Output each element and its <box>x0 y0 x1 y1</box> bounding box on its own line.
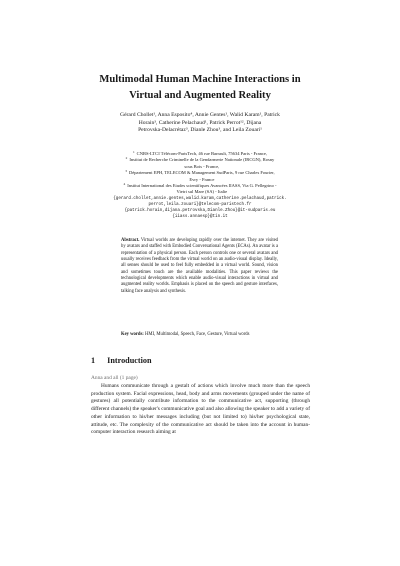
email-line: {patrick.horain,dijana.petrovska,Dianle.Zhou}@it-sudparis.eu <box>124 209 276 214</box>
affiliation-item <box>106 183 294 196</box>
affiliation-marker: 4 <box>123 182 126 187</box>
title-line: Multimodal Human Machine Interactions in <box>99 74 301 85</box>
keywords <box>121 332 279 338</box>
email-line: perrot,leila.zouari}@telecom-paristech.fr <box>148 203 252 208</box>
email-line: {iiass.annaesp}@tin.it <box>172 215 228 220</box>
section-number: 1 <box>91 356 96 365</box>
affiliation-line: Vietri sul Mare (SA) - Italie <box>176 189 228 195</box>
abstract-text: Virtual worlds are developing rapidly over the internet. They are visited by avatars and staffed with Embodied Conversational Agents (ECAs). An avatar is a representation of a physical person. Each person controls one or several avatars and usually receives feedback from the virtual world on an audio-visual display. Ideally, all senses should be used to feel fully embedded in a virtual world. Sound, vision and sometimes touch are the available modalities. This paper reviews the technological developments which enable audio-visual interactions in virtual and augmented reality worlds. Emphasis is placed on the speech and gesture interfaces, talking face analysis and synthesis. <box>121 238 278 294</box>
abstract <box>121 238 278 295</box>
section-title: Introduction <box>107 356 152 365</box>
affiliation-address <box>129 170 275 183</box>
affiliation-address <box>127 183 276 196</box>
author-line: Petrovska-Delacrétaz³, Dianle Zhou³, and Leila Zouari¹ <box>138 127 262 134</box>
affiliation-line: Evry - France <box>189 176 215 182</box>
author-line: Gérard Chollet¹, Anna Esposito⁴, Annie Gentes¹, Walid Karam¹, Patrick <box>120 112 280 118</box>
affiliation-item <box>106 170 294 183</box>
affiliation-line: CNRS-LTCI Télécom-ParisTech, 46 rue Barrault, 75634 Paris - France, <box>136 151 268 156</box>
affiliation-line: sous Bois - France, <box>184 163 220 169</box>
affiliation-address <box>129 157 274 170</box>
body-paragraph: Humans communicate through a gestalt of actions which involve much more than the speech production system. Facial expressions, head, body and arms movements (grouped under the name of gestures) all potentially contribute information to the communicative act, supporting (through different channels) the speaker's communicative goal and also allowing the speaker to add a variety of other information to his/her messages including (but not limited to) his/her psychological state, attitude, etc. The complexity of the communicative act should be taken into the account in human-computer interaction research aiming at <box>91 383 310 436</box>
affiliation-line: Institut International des Etudes scientifiques Avancées IIASS, Via G. Pellegrino - <box>127 183 277 189</box>
paper-title <box>70 72 330 104</box>
contribution-note: Anna and all (1 page) <box>91 375 138 381</box>
email-line: {gerard.chollet,annie.gentes,walid.karam,catherine.pelachaud,patrick. <box>113 196 287 201</box>
keywords-text: HMI, Multimodal, Speech, Face, Gesture, Virtual words <box>145 332 250 337</box>
author-list <box>94 112 306 135</box>
affiliation-marker: 1 <box>132 150 135 154</box>
affiliation-marker: 2 <box>125 156 128 161</box>
abstract-label: Abstract. <box>121 238 140 243</box>
affiliation-marker: 3 <box>125 169 127 174</box>
affiliation-line: Institut de Recherche Criminelle de la Gendarmerie Nationale (IRCGN), Rosny <box>129 157 275 163</box>
affiliation-item <box>106 157 294 170</box>
section-heading <box>91 356 311 365</box>
affiliation-list <box>106 151 294 221</box>
affiliation-line: Département EPH, TELECOM & Management SudParis, 9 rue Charles Fourier, <box>128 170 275 176</box>
keywords-label: Key words: <box>121 332 144 337</box>
author-line: Horain³, Catherine Pelachaud¹, Patrick Perrot¹², Dijana <box>138 119 262 126</box>
title-line: Virtual and Augmented Reality <box>129 90 271 101</box>
email-list <box>106 196 294 221</box>
